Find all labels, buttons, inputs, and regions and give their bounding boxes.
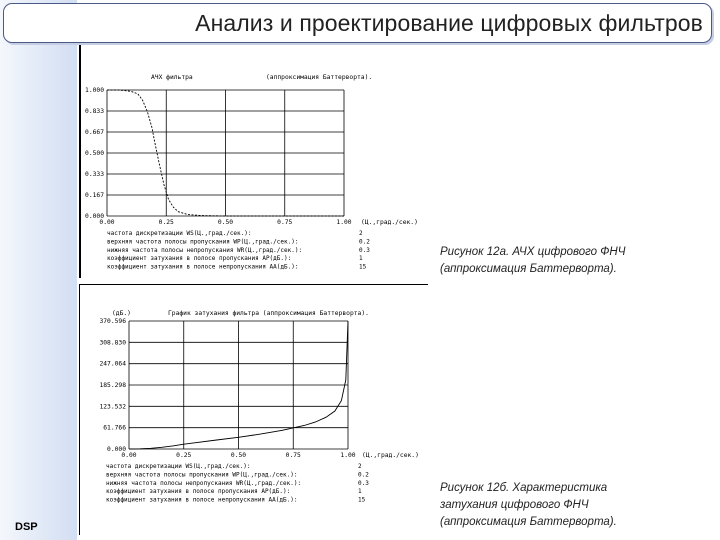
figure-a-caption [440, 244, 625, 278]
figure-b-y-tick-label: 185.298 [99, 382, 126, 389]
figure-a-x-tick-label: 0.50 [217, 219, 234, 226]
figure-b-param-label: коэффициент затухания в полосе пропускания AP(дБ.): [106, 488, 291, 496]
figure-a-param-label: коэффициент затухания в полосе пропускания AP(дБ.): [107, 255, 292, 263]
figure-a-chart [81, 45, 429, 278]
side-panel [0, 0, 77, 540]
figure-b-param-value: 1 [358, 488, 362, 496]
figure-a-param-label: частота дискретизации WS(Ц.,град./сек.): [107, 230, 252, 237]
figure-a-param-value: 2 [359, 230, 363, 237]
figure-b-caption-line2: затухания цифрового ФНЧ [440, 499, 589, 511]
figure-a-param-label: нижняя частота полосы непропускания WR(Ц.,град./сек.): [107, 246, 303, 254]
figure-b-caption-line1: Рисунок 12б. Характеристика [440, 482, 608, 494]
figure-b-param-label: нижняя частота полосы непропускания WR(Ц.,град./сек.): [106, 479, 302, 487]
figure-b-y-tick-label: 61.766 [103, 424, 126, 432]
figure-b-x-tick-label: 1.00 [340, 452, 356, 459]
figure-b-param-label: частота дискретизации WS(Ц.,град./сек.): [106, 463, 251, 470]
figure-a-y-tick-label: 0.500 [85, 150, 104, 157]
figure-a-y-tick-label: 0.333 [85, 171, 104, 178]
figure-b-param-label: коэффициент затухания в полосе непропускания AA(дБ.): [106, 496, 298, 504]
figure-a-caption-line2: (аппроксимация Баттерворта). [440, 263, 617, 275]
figure-b-param-value: 15 [358, 496, 366, 504]
figure-b-chart [80, 285, 428, 535]
figure-b-param-value: 0.3 [358, 479, 369, 487]
figure-b-caption [440, 480, 617, 531]
figure-b-x-tick-label: 0.50 [230, 452, 247, 459]
figure-b-y-tick-label: 0.000 [107, 446, 126, 453]
figure-a-header-left: АЧХ фильтра [151, 74, 193, 81]
figure-b-y-tick-label: 123.532 [99, 403, 126, 411]
figure-a-param-value: 15 [359, 263, 367, 271]
figure-b-x-tick-label: 0.25 [176, 452, 192, 459]
figure-a-x-tick-label: 0.25 [158, 219, 174, 226]
figure-a-y-tick-label: 0.000 [85, 213, 104, 220]
figure-a-param-value: 1 [359, 255, 363, 263]
figure-a-y-tick-label: 0.167 [85, 192, 104, 199]
figure-a-param-label: верхняя частота полосы пропускания WP(Ц.,град./сек.): [107, 238, 299, 246]
figure-b-panel [79, 284, 428, 535]
figure-a-panel [79, 45, 429, 278]
figure-a-param-value: 0.3 [359, 246, 370, 254]
figure-b-param-label: верхняя частота полосы пропускания WP(Ц.,град./сек.): [106, 471, 298, 479]
figure-b-x-tick-label: 0.75 [285, 452, 301, 459]
figure-b-y-tick-label: 247.064 [99, 360, 126, 368]
figure-b-header: График затухания фильтра (аппроксимация Баттерворта). [168, 310, 369, 317]
figure-a-param-label: коэффициент затухания в полосе непропускания AA(дБ.): [107, 263, 299, 271]
figure-b-x-unit: (Ц.,град./сек.) [362, 452, 419, 459]
figure-a-x-tick-label: 0.00 [99, 219, 115, 226]
figure-b-y-tick-label: 308.830 [99, 339, 126, 347]
figure-a-y-tick-label: 1.000 [85, 87, 104, 94]
figure-b-param-value: 0.2 [358, 471, 369, 479]
figure-a-y-tick-label: 0.833 [85, 108, 104, 115]
figure-b-y-tick-label: 370.596 [99, 318, 126, 325]
figure-a-x-tick-label: 0.75 [277, 219, 293, 226]
figure-a-param-value: 0.2 [359, 238, 370, 246]
figure-a-x-unit: (Ц.,град./сек.) [361, 219, 418, 226]
figure-b-param-value: 2 [358, 463, 362, 470]
figure-a-caption-line1: Рисунок 12а. АЧХ цифрового ФНЧ [440, 246, 626, 258]
dsp-label: DSP [15, 521, 38, 533]
slide-title: Анализ и проектирование цифровых фильтров [195, 10, 703, 36]
title-box [3, 3, 712, 43]
figure-a-header-right: (аппроксимация Баттерворта). [266, 74, 373, 81]
figure-b-caption-line3: (аппроксимация Баттерворта). [440, 516, 617, 528]
figure-a-x-tick-label: 1.00 [336, 219, 352, 226]
figure-b-y-unit: (дБ.) [112, 310, 131, 317]
figure-a-y-tick-label: 0.667 [85, 129, 104, 136]
figure-b-x-tick-label: 0.00 [121, 452, 137, 459]
